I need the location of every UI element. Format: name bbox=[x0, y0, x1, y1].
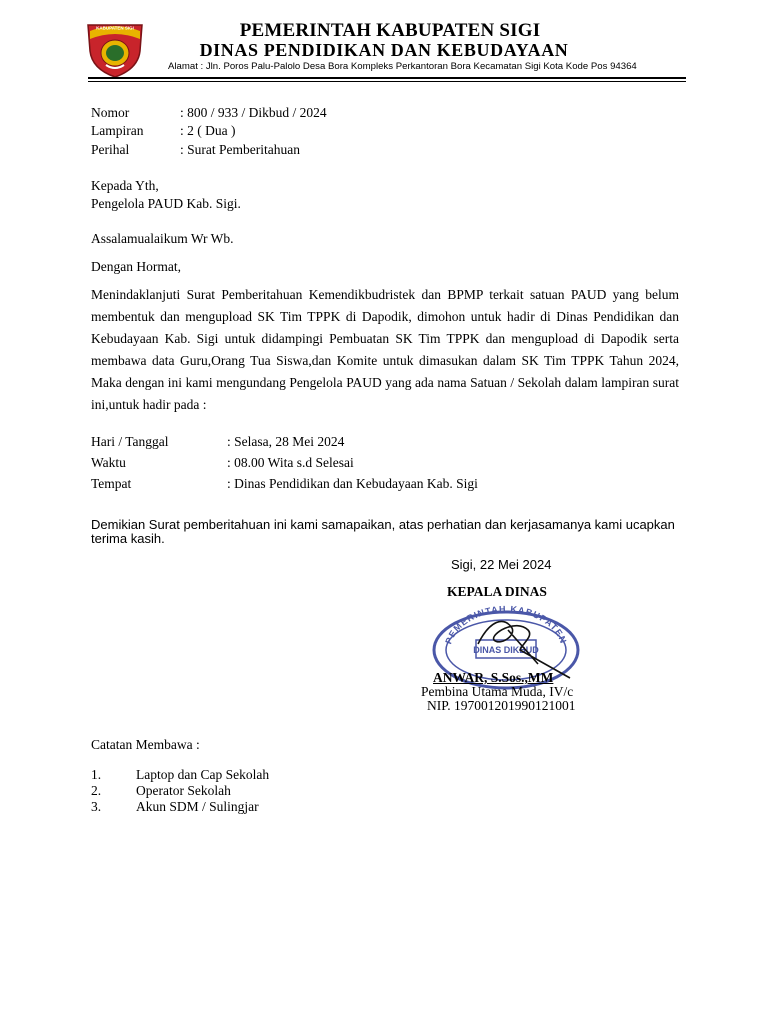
recipient-line2: Pengelola PAUD Kab. Sigi. bbox=[91, 196, 241, 211]
position-title: KEPALA DINAS bbox=[447, 584, 547, 599]
government-title: PEMERINTAH KABUPATEN SIGI bbox=[239, 20, 541, 41]
lampiran-value: : 2 ( Dua ) bbox=[180, 123, 236, 138]
stamp-center-text: DINAS DIKBUD bbox=[473, 645, 539, 655]
notes-title: Catatan Membawa : bbox=[91, 737, 200, 752]
closing-line2: terima kasih. bbox=[91, 531, 165, 546]
place-value: : Dinas Pendidikan dan Kebudayaan Kab. Sigi bbox=[227, 476, 478, 491]
signatory-nip: NIP. 197001201990121001 bbox=[427, 698, 576, 713]
time-value: : 08.00 Wita s.d Selesai bbox=[227, 455, 354, 470]
signatory-name: ANWAR, S.Sos.,MM bbox=[433, 670, 554, 685]
signatory-rank: Pembina Utama Muda, IV/c bbox=[421, 684, 574, 699]
notes-item-text: Akun SDM / Sulingjar bbox=[136, 799, 259, 814]
perihal-value: : Surat Pemberitahuan bbox=[180, 142, 300, 157]
notes-item-number: 3. bbox=[91, 799, 102, 814]
day-label: Hari / Tanggal bbox=[91, 434, 169, 449]
lampiran-label: Lampiran bbox=[91, 123, 144, 138]
letterhead-rule-thin bbox=[88, 81, 686, 82]
perihal-label: Perihal bbox=[91, 142, 130, 157]
notes-item-text: Operator Sekolah bbox=[136, 783, 231, 798]
day-value: : Selasa, 28 Mei 2024 bbox=[227, 434, 345, 449]
letterhead-rule-thick bbox=[88, 77, 686, 79]
place-date: Sigi, 22 Mei 2024 bbox=[451, 557, 552, 572]
stamp-ring-text: PEMERINTAH KABUPATEN bbox=[443, 603, 569, 646]
department-title: DINAS PENDIDIKAN DAN KEBUDAYAAN bbox=[199, 40, 569, 60]
nomor-value: : 800 / 933 / Dikbud / 2024 bbox=[180, 105, 327, 120]
greeting: Assalamualaikum Wr Wb. bbox=[91, 231, 234, 246]
time-label: Waktu bbox=[91, 455, 126, 470]
body-paragraph: Menindaklanjuti Surat Pemberitahuan Kemendikbudristek dan BPMP terkait satuan PAUD yang belum membentuk dan mengupload SK Tim TPPK di Dapodik, dimohon untuk hadir di Dinas Pendidikan dan Kebudayaan Kab. Sigi untuk didampingi Pembuatan SK Tim TPPK dan mengupload di Dapodik serta membawa data Guru,Orang Tua Siswa,dan Komite untuk dimasukan dalam SK Tim TPPK Tahun 2024, Maka dengan ini kami mengundang Pengelola PAUD yang ada nama Satuan / Sekolah dalam lampiran surat ini,untuk hadir pada : bbox=[91, 287, 679, 412]
notes-item-number: 1. bbox=[91, 767, 102, 782]
place-label: Tempat bbox=[91, 476, 132, 491]
notes-item-text: Laptop dan Cap Sekolah bbox=[136, 767, 270, 782]
closing-line1: Demikian Surat pemberitahuan ini kami samapaikan, atas perhatian dan kerjasamanya kami ucapkan bbox=[91, 517, 675, 532]
logo-text: KABUPATEN SIGI bbox=[96, 25, 134, 31]
recipient-line1: Kepada Yth, bbox=[91, 178, 159, 193]
nomor-label: Nomor bbox=[91, 105, 130, 120]
address-line: Alamat : Jln. Poros Palu-Palolo Desa Bora Kompleks Perkantoran Bora Kecamatan Sigi Kota Kode Pos 94364 bbox=[168, 61, 637, 72]
salutation: Dengan Hormat, bbox=[91, 259, 181, 274]
notes-item-number: 2. bbox=[91, 783, 102, 798]
